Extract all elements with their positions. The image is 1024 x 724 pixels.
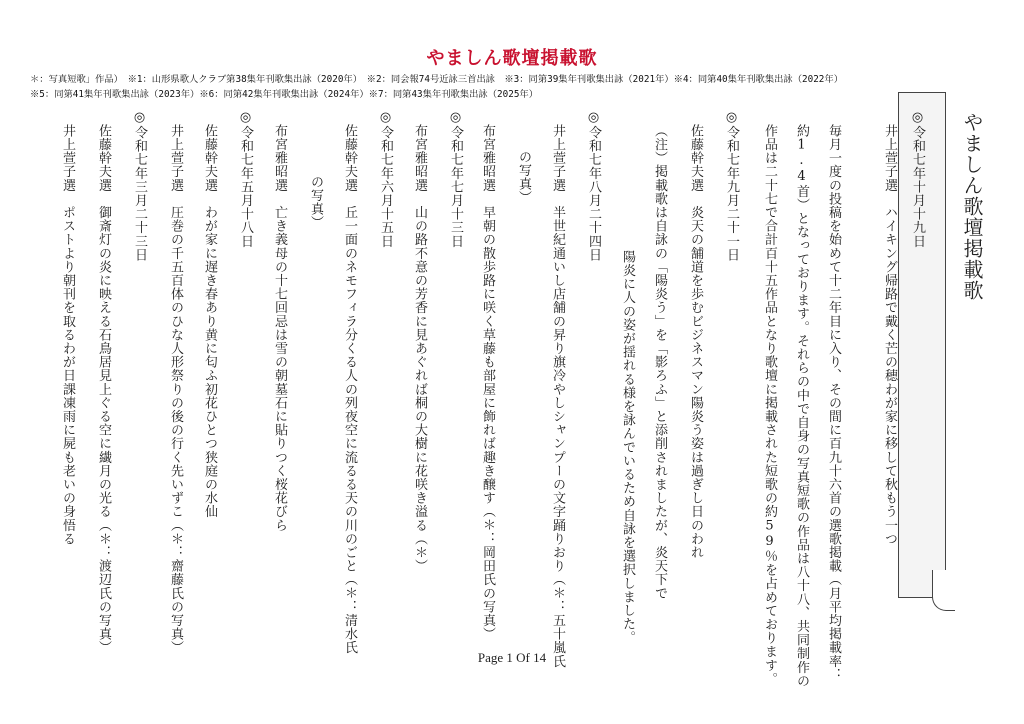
text-column: ◎令和七年五月十八日 [238,110,253,248]
notes-block [30,72,1000,102]
text-column: 佐藤幹夫選 わが家に遅き春あり黄に匂ふ初花ひとつ狭庭の水仙 [202,124,217,519]
text-column: 井上萱子選 圧巻の千五百体のひな人形祭りの後の行く先いずこ（＊：齋藤氏の写真） [168,124,183,655]
text-column: ◎令和七年六月十五日 [378,110,393,248]
text-column: （注）掲載歌は自詠の「陽炎う」を「影ろふ」と添削されましたが、炎天下で [652,124,667,600]
text-column: 約1.4首）となっております。それらの中で自身の写真短歌の作品は八十八、共同制作の [794,124,809,688]
text-column: ◎令和七年九月二十一日 [724,110,739,262]
text-column: 布宮雅昭選 山の路不意の芳香に見あぐれば桐の大樹に花咲き溢る（＊） [412,124,427,573]
text-column: ◎令和七年七月十三日 [448,110,463,248]
text-column: 布宮雅昭選 早朝の散歩路に咲く草藤も部屋に飾れば趣き醸す（＊：岡田氏の写真） [480,124,495,641]
text-column: 佐藤幹夫選 炎天の舗道を歩むビジネスマン陽炎う姿は過ぎし日のわれ [688,124,703,560]
notes-line-2: ※5：同第41集年刊歌集出詠（2023年）※6：同第42集年刊歌集出詠（2024年）※7：同第43集年刊歌集出詠（2025年） [30,89,539,100]
text-column: 佐藤幹夫選 丘一面のネモフィラ分くる人の列夜空に流るる天の川のごと（＊：清水氏 [342,124,357,655]
text-column: 作品は二十七で合計百十五作品となり歌壇に掲載された短歌の約59％を占めております。 [762,124,777,686]
text-column: 佐藤幹夫選 御斎灯の炎に映える石鳥居見上ぐる空に繊月の光る（＊：渡辺氏の写真） [96,124,111,655]
page-banner: やましん歌壇掲載歌 [426,48,598,69]
notes-line-1: ＊：写真短歌」作品） ※1：山形県歌人クラブ第38集年刊歌集出詠（2020年） ※2：同会報74号近詠三首出詠 ※3：同第39集年刊歌集出詠（2021年）※4：同第40集年刊歌集出詠（2022年） [30,74,844,85]
text-column: の写真） [308,175,323,230]
text-column: 陽炎に人の姿が揺れる様を詠んでいるため自詠を選択しました。 [620,250,635,645]
text-column: ◎令和七年三月二十三日 [132,110,147,262]
text-column: ◎令和七年十月十九日 [910,110,925,248]
page-title: やましん歌壇掲載歌 [960,112,984,301]
page-footer: Page 1 Of 14 [477,650,547,665]
text-column: 毎月一度の投稿を始めて十二年目に入り、その間に百九十六首の選歌掲載（月平均掲載率： [826,124,841,682]
text-column: 井上萱子選 ハイキング帰路で戴く芒の穂わが家に移して秋もう一つ [882,124,897,546]
text-column: 井上萱子選 半世紀通いし店舗の昇り旗冷やしシャンプーの文字踊りおり（＊：五十嵐氏 [550,124,565,668]
title-box-curl [932,570,955,611]
text-column: の写真） [516,150,531,205]
text-column: ◎令和七年八月二十四日 [586,110,601,262]
text-column: 井上萱子選 ポストより朝刊を取るわが日課凍雨に屍も老いの身悟る [60,124,75,546]
text-column: 布宮雅昭選 亡き義母の十七回忌は雪の朝墓石に貼りつく桜花びら [272,124,287,532]
